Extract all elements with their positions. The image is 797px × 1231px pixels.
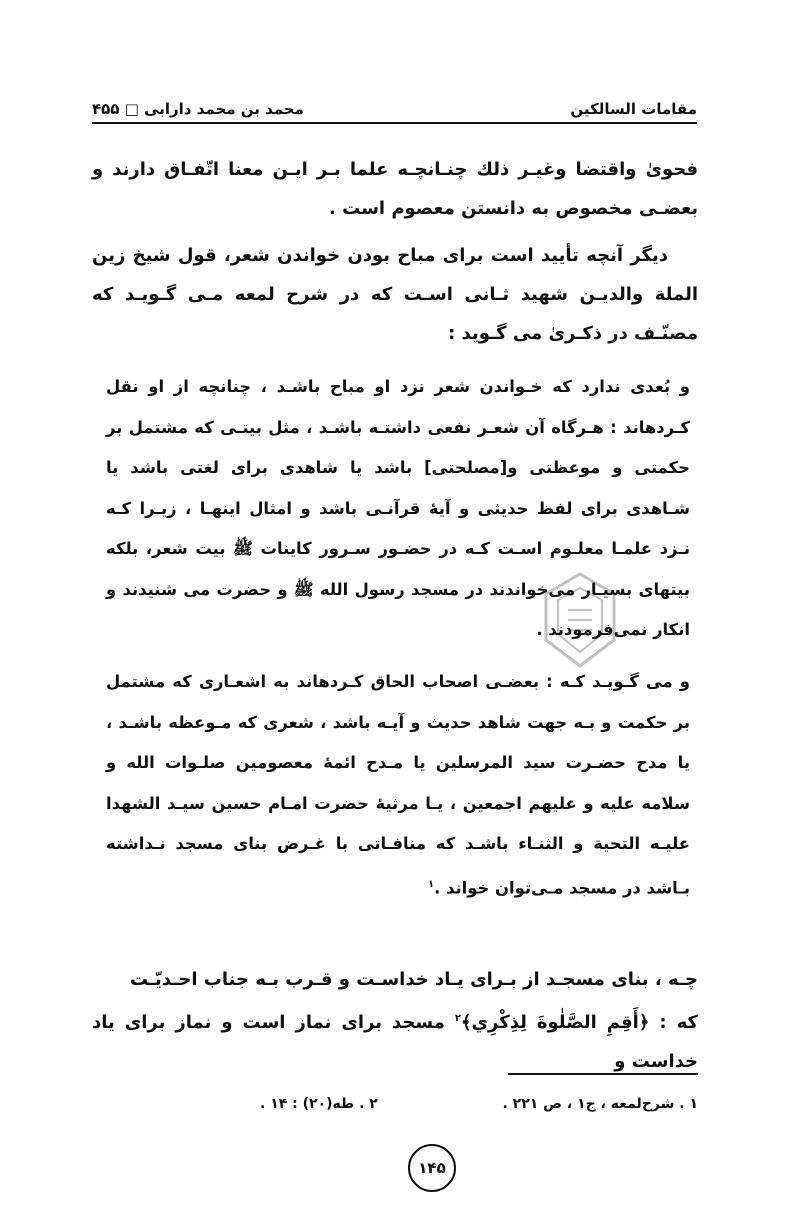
footnote-divider: [508, 1073, 698, 1075]
running-header: [92, 84, 697, 118]
paragraph-3-line-2: [92, 999, 698, 1081]
quran-quote: که : ﴿أَقِمِ الصَّلٰوةَ لِذِكْرِي﴾: [460, 1012, 698, 1033]
header-book-title: مقامات السالکین: [570, 100, 697, 118]
footnote-ref-1: ۱: [427, 878, 435, 890]
footnote-2: ۲ . طه(۲۰) : ۱۴ .: [260, 1096, 378, 1112]
paragraph-2: دیگر آنچه تأیید است برای مباح بودن خواندن شعر، قول شیخ زین الملة والدیـن شهید ثـانی اسـت که در شرح لمعه مـی گـویـد که مصنّـف در ذکـریٰ می گـوید :: [92, 245, 698, 344]
paragraph-3-line-1: چـه ، بنای مسجـد از بـرای یـاد خداسـت و قـرب بـه جناب احـدیّـت: [129, 969, 698, 990]
header-author-page: محمد بن محمد دارابی □ ۴۵۵: [92, 100, 304, 118]
quoted-passage-1: و بُعدی ندارد که خـواندن شعر نزد او مباح باشـد ، چنانچه از او نقل کـردهاند : هـرگاه آن شعـر نفعی داشتـه باشـد ، مثل بیتـی که مشتمل بر حکمتی و موعظتی و[مصلحتی] باشد یا شاهدی برای لغتی باشد یا شـاهدی برای لفظ حدیثی و آیهٔ قرآنـی باشد و امثال اینهـا ، زیـرا کـه نـزد علمـا معلـوم اسـت کـه در حضـور سـرور کاینات ﷺ بیت شعر، بلکه بیتهای بسیـار می‌خواندند در مسجد رسول الله ﷺ و حضرت می شنیدند و انکار نمی‌فرمودند .: [106, 377, 690, 639]
paragraph-3: [92, 960, 698, 1081]
page-number: ۱۴۵: [418, 1159, 446, 1177]
page-number-badge: [408, 1144, 456, 1192]
quoted-passage-2: [106, 662, 690, 908]
paragraph-3-line-2-end: مسجد برای نماز است و نماز برای یاد خداست و: [92, 1012, 698, 1072]
paragraph-1: فحویٰ واقتضا وغیـر ذلك چنـانچـه علما بـر ایـن معنا اتّفـاق دارند و بعضـی مخصوص به دانستن معصوم است .: [92, 159, 698, 219]
quoted-passage-2-text: و می گـویـد کـه : بعضـی اصحاب الحاق کـردهاند به اشعـاری که مشتمل بر حکمت و بـه جهت شاهد حدیث و آیـه باشد ، شعری که مـوعظه باشـد ، یا مدح حضـرت سید المرسلین یا مـدح ائمهٔ معصومین صلـوات الله و سلامه علیه و علیهم اجمعین ، یـا مرثیهٔ حضرت امـام حسین سیـد الشهدا علیـه التحیة و الثنـاء باشـد که منافـاتی با غـرض بنای مسجد نـداشته بـاشد در مسجد مـی‌توان خواند .: [106, 672, 690, 897]
footnote-ref-2: ۲: [454, 1013, 461, 1024]
header-divider: [92, 122, 697, 124]
library-watermark-icon: [540, 570, 620, 670]
footnotes: [260, 1096, 698, 1112]
footnote-1: ۱ . شرح‌لمعه ، ج۱ ، ص ۲۲۱ .: [502, 1096, 698, 1112]
